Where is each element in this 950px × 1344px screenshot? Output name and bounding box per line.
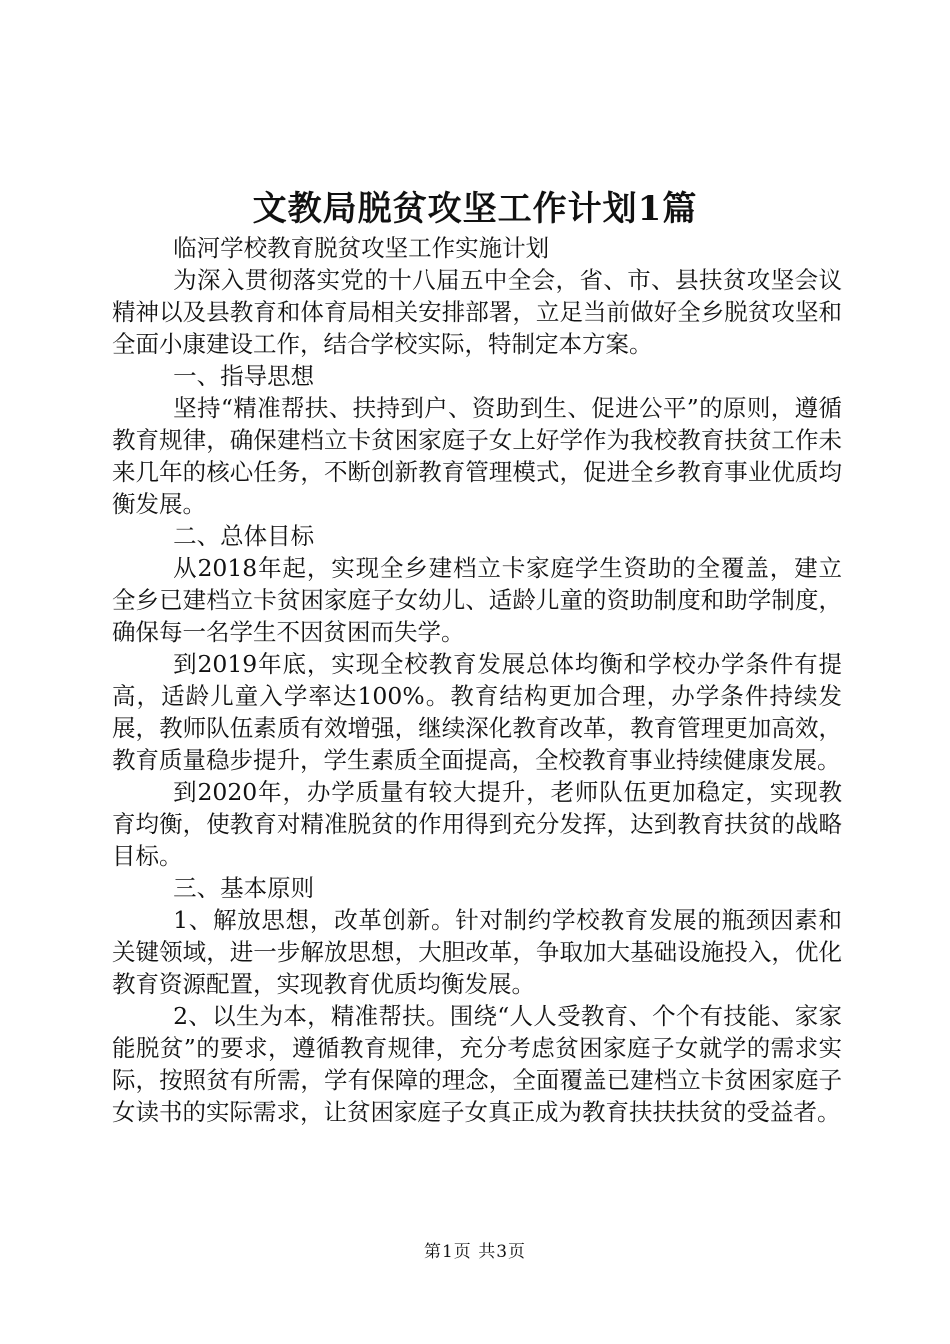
section-heading-guiding-ideology: 一、指导思想 <box>173 362 315 390</box>
paragraph-intro: 为深入贯彻落实党的十八届五中全会，省、市、县扶贫攻坚会议精神以及县教育和体育局相关安排部署，立足当前做好全乡脱贫攻坚和全面小康建设工作，结合学校实际，特制定本方案。 <box>112 266 842 358</box>
paragraph-guiding-ideology: 坚持“精准帮扶、扶持到户、资助到生、促进公平”的原则，遵循教育规律，确保建档立卡贫困家庭子女上好学作为我校教育扶贫工作未来几年的核心任务，不断创新教育管理模式，促进全乡教育事业优质均衡发展。 <box>112 394 842 518</box>
paragraph-principle-1: 1、解放思想，改革创新。针对制约学校教育发展的瓶颈因素和关键领域，进一步解放思想，大胆改革，争取加大基础设施投入，优化教育资源配置，实现教育优质均衡发展。 <box>112 906 842 998</box>
section-heading-overall-goals: 二、总体目标 <box>173 522 315 550</box>
document-title: 文教局脱贫攻坚工作计划1篇 <box>252 189 698 229</box>
section-heading-basic-principles: 三、基本原则 <box>173 874 315 902</box>
paragraph-goal-2020: 到2020年，办学质量有较大提升，老师队伍更加稳定，实现教育均衡，使教育对精准脱贫的作用得到充分发挥，达到教育扶贫的战略目标。 <box>112 778 842 870</box>
paragraph-subtitle: 临河学校教育脱贫攻坚工作实施计划 <box>173 234 550 262</box>
paragraph-goal-2019: 到2019年底，实现全校教育发展总体均衡和学校办学条件有提高，适龄儿童入学率达100%。教育结构更加合理，办学条件持续发展，教师队伍素质有效增强，继续深化教育改革，教育管理更加高效，教育质量稳步提升，学生素质全面提高，全校教育事业持续健康发展。 <box>112 650 842 774</box>
paragraph-goal-2018: 从2018年起，实现全乡建档立卡家庭学生资助的全覆盖，建立全乡已建档立卡贫困家庭子女幼儿、适龄儿童的资助制度和助学制度，确保每一名学生不因贫困而失学。 <box>112 554 842 646</box>
paragraph-principle-2: 2、以生为本，精准帮扶。围绕“人人受教育、个个有技能、家家能脱贫”的要求，遵循教育规律，充分考虑贫困家庭子女就学的需求实际，按照贫有所需，学有保障的理念，全面覆盖已建档立卡贫困家庭子女读书的实际需求，让贫困家庭子女真正成为教育扶扶扶贫的受益者。 <box>112 1002 842 1126</box>
page-number-footer: 第1页 共3页 <box>423 1242 527 1262</box>
document-body <box>112 232 842 1128</box>
